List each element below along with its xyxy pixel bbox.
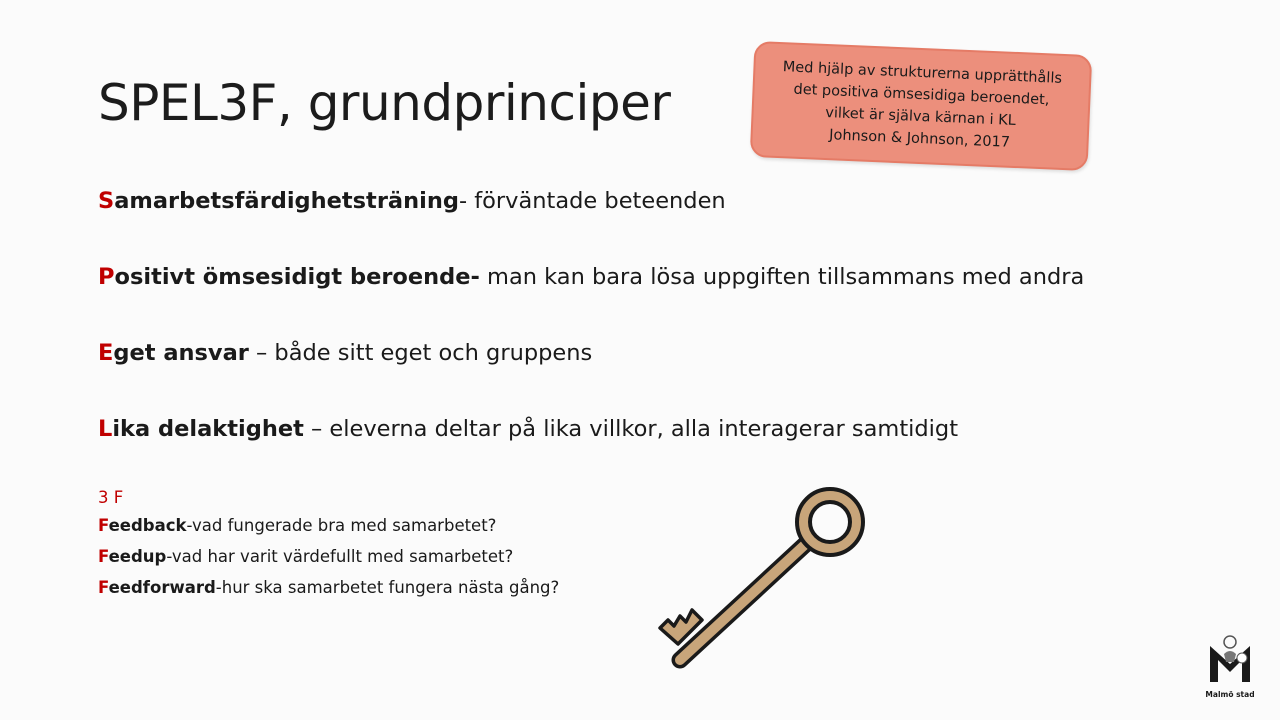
callout-line: vilket är själva kärnan i KL [824,105,1017,129]
f-item-feedup [98,546,559,577]
malmo-stad-logo-icon [1206,630,1254,684]
logo-label: Malmö stad [1205,690,1255,699]
f-item-feedforward [98,577,559,608]
f-item-initial: F [98,578,109,597]
principle-lika-delaktighet [98,416,958,442]
f-item-initial: F [98,516,109,535]
principle-eget-ansvar [98,340,592,366]
principle-initial: E [98,340,114,366]
f-item-term: eedback [108,516,187,535]
malmo-stad-logo [1200,630,1260,699]
f-item-description: -vad har varit värdefullt med samarbetet? [166,547,514,566]
principle-initial: S [98,188,115,214]
principle-description: - förväntade beteenden [458,188,726,214]
f-item-term: eedforward [108,578,216,597]
principle-initial: P [98,264,115,290]
three-f-heading: 3 F [98,488,124,507]
f-item-description: -hur ska samarbetet fungera nästa gång? [215,578,560,597]
f-item-term: eedup [108,547,167,566]
principle-initial: L [98,416,113,442]
principle-samarbetsfardighetstraning [98,188,726,214]
callout-line: det positiva ömsesidiga beroendet, [793,81,1050,109]
slide-title: SPEL3F, grundprinciper [98,74,671,132]
key-icon [650,480,880,684]
principle-term: ositivt ömsesidigt beroende- [114,264,480,290]
principle-term: ika delaktighet [112,416,304,442]
principle-description: – både sitt eget och gruppens [248,340,593,366]
callout-line: Med hjälp av strukturerna upprätthålls [782,59,1063,87]
principle-term: amarbetsfärdighetsträning [114,188,459,214]
f-item-feedback [98,515,559,546]
callout-citation: Johnson & Johnson, 2017 [828,127,1011,151]
principle-positivt-beroende [98,264,1084,290]
f-item-description: -vad fungerade bra med samarbetet? [186,516,497,535]
principle-description: – eleverna deltar på lika villkor, alla interagerar samtidigt [303,416,959,442]
principle-term: get ansvar [113,340,249,366]
f-item-initial: F [98,547,109,566]
three-f-section [98,488,559,608]
callout-box [750,41,1093,171]
principle-description: man kan bara lösa uppgiften tillsammans med andra [479,264,1085,290]
